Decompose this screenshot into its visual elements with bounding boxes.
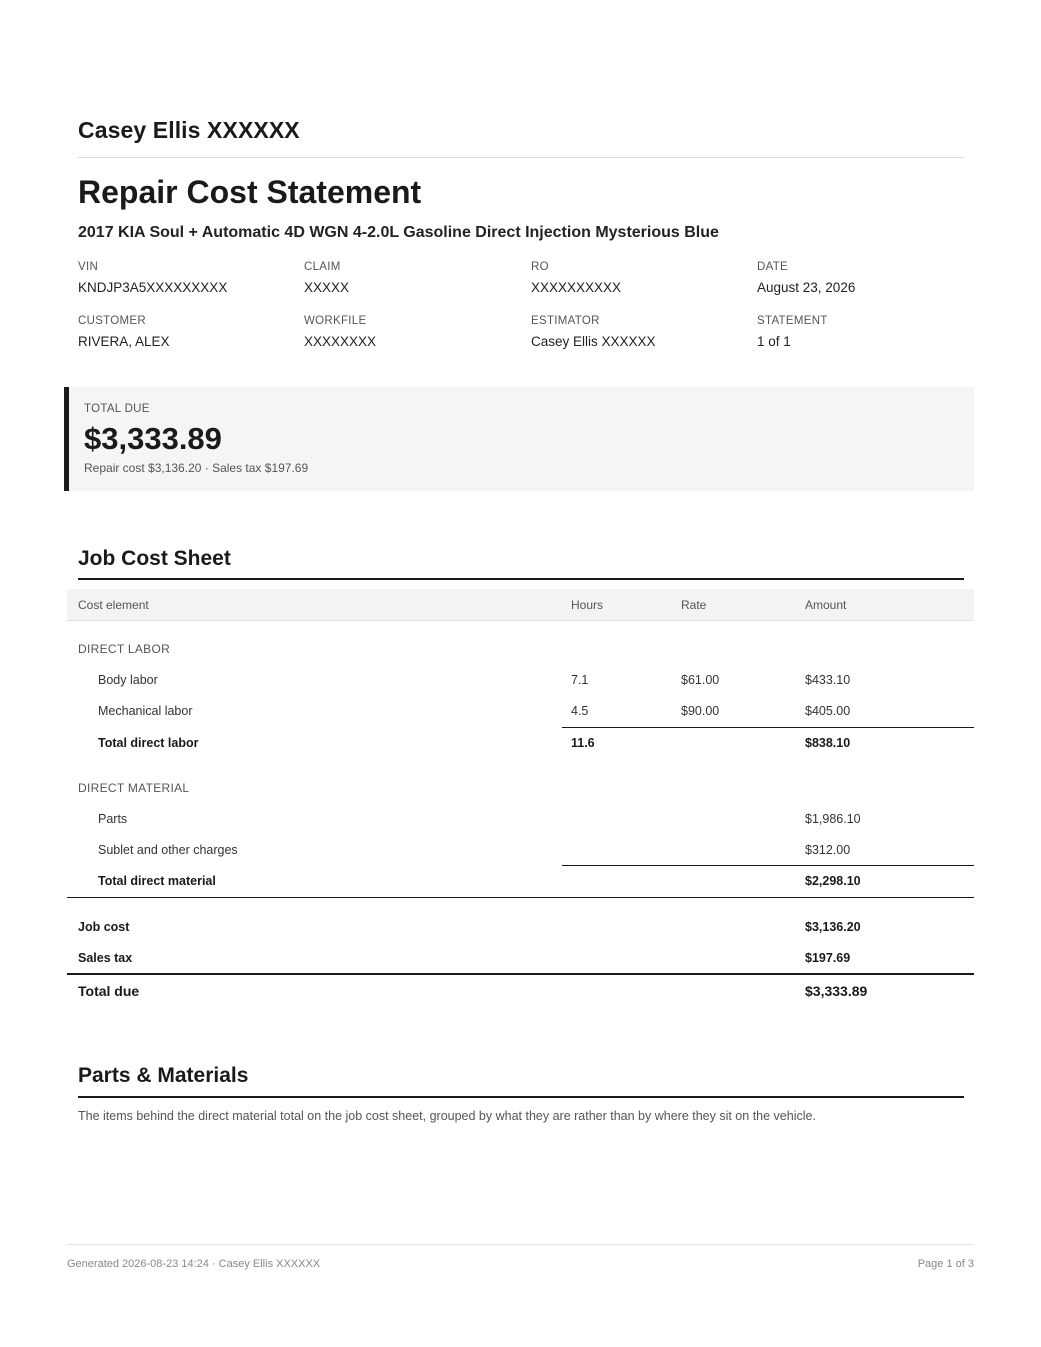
- meta-workfile: [304, 315, 524, 349]
- row-hours: 4.5: [571, 704, 589, 718]
- table-header: [67, 589, 974, 621]
- grand-total-rule: [67, 973, 974, 975]
- row-label: Total due: [78, 983, 140, 999]
- row-rate: $90.00: [681, 704, 720, 718]
- row-amount: $3,136.20: [805, 920, 861, 934]
- meta-customer: [78, 315, 298, 349]
- meta-value: XXXXXXXX: [304, 334, 377, 349]
- meta-label: ESTIMATOR: [531, 315, 600, 327]
- column-header-element: Cost element: [78, 598, 149, 612]
- header-divider: [78, 157, 964, 158]
- parts-materials-description: The items behind the direct material total on the job cost sheet, grouped by what they are rather than by where they sit on the vehicle.: [78, 1109, 816, 1123]
- meta-value: XXXXX: [304, 280, 350, 295]
- row-rate: $61.00: [681, 673, 720, 687]
- page-title: Repair Cost Statement: [78, 174, 422, 210]
- section-rule: [67, 897, 974, 898]
- total-due-amount: $3,333.89: [84, 421, 222, 456]
- group-label-direct-material: DIRECT MATERIAL: [78, 781, 190, 795]
- row-amount: $1,986.10: [805, 812, 861, 826]
- total-due-breakdown: Repair cost $3,136.20 · Sales tax $197.69: [84, 461, 309, 475]
- row-amount: $2,298.10: [805, 874, 861, 888]
- row-amount: $312.00: [805, 843, 851, 857]
- author-name: Casey Ellis XXXXXX: [78, 117, 300, 143]
- meta-estimator: [531, 315, 751, 349]
- total-due-callout: [64, 387, 974, 491]
- section-divider: [78, 1096, 964, 1098]
- meta-value: XXXXXXXXXX: [531, 280, 622, 295]
- footer-generated: Generated 2026-08-23 14:24 · Casey Ellis XXXXXX: [67, 1258, 321, 1270]
- meta-vin: [78, 261, 298, 295]
- meta-ro: [531, 261, 751, 295]
- subtotal-rule: [562, 727, 974, 728]
- row-amount: $433.10: [805, 673, 851, 687]
- meta-value: KNDJP3A5XXXXXXXXX: [78, 280, 228, 295]
- meta-label: VIN: [78, 261, 99, 273]
- row-label: Body labor: [98, 673, 158, 687]
- row-amount: $838.10: [805, 736, 851, 750]
- row-label: Sales tax: [78, 951, 133, 965]
- vehicle-description: 2017 KIA Soul + Automatic 4D WGN 4-2.0L Gasoline Direct Injection Mysterious Blue: [78, 224, 719, 241]
- meta-value: 1 of 1: [757, 334, 791, 349]
- row-label: Job cost: [78, 920, 130, 934]
- group-label-direct-labor: DIRECT LABOR: [78, 642, 171, 656]
- parts-materials-title: Parts & Materials: [78, 1064, 249, 1087]
- row-amount: $3,333.89: [805, 983, 868, 999]
- meta-value: Casey Ellis XXXXXX: [531, 334, 656, 349]
- meta-value: August 23, 2026: [757, 280, 856, 295]
- total-due-label: TOTAL DUE: [84, 403, 150, 415]
- meta-date: [757, 261, 977, 295]
- meta-label: CLAIM: [304, 261, 341, 273]
- row-hours: 11.6: [571, 736, 595, 750]
- meta-label: WORKFILE: [304, 315, 367, 327]
- row-amount: $405.00: [805, 704, 851, 718]
- row-amount: $197.69: [805, 951, 851, 965]
- footer-divider: [67, 1244, 974, 1245]
- subtotal-rule: [562, 865, 974, 866]
- column-header-rate: Rate: [681, 598, 707, 612]
- meta-label: STATEMENT: [757, 315, 828, 327]
- row-label: Sublet and other charges: [98, 843, 238, 857]
- section-divider: [78, 578, 964, 580]
- row-label: Total direct labor: [98, 736, 199, 750]
- job-cost-sheet-title: Job Cost Sheet: [78, 547, 231, 570]
- meta-label: DATE: [757, 261, 789, 273]
- row-label: Total direct material: [98, 874, 216, 888]
- row-label: Parts: [98, 812, 128, 826]
- meta-claim: [304, 261, 524, 295]
- column-header-amount: Amount: [805, 598, 847, 612]
- column-header-hours: Hours: [571, 598, 604, 612]
- meta-label: CUSTOMER: [78, 315, 146, 327]
- row-hours: 7.1: [571, 673, 589, 687]
- meta-value: RIVERA, ALEX: [78, 334, 170, 349]
- meta-statement: [757, 315, 977, 349]
- footer-page-number: Page 1 of 3: [917, 1258, 974, 1270]
- meta-label: RO: [531, 261, 549, 273]
- row-label: Mechanical labor: [98, 704, 193, 718]
